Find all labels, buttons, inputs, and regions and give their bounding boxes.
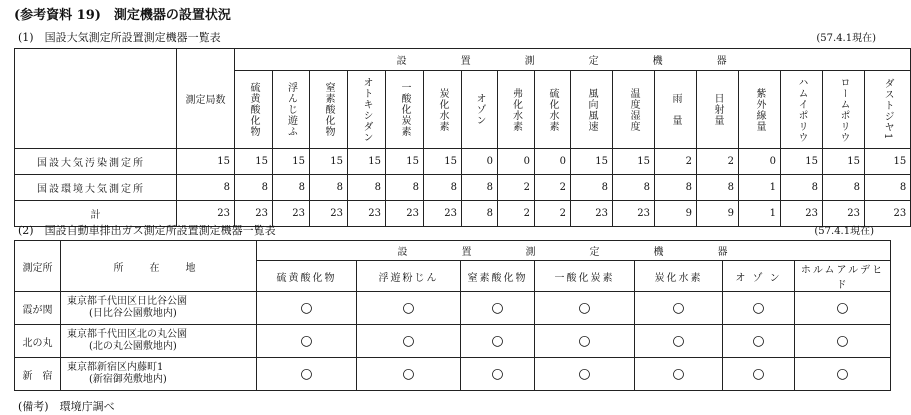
installed-mark: ○ (357, 325, 461, 358)
column-header-label: オゾン (474, 93, 485, 126)
installed-mark: ○ (257, 358, 357, 391)
table-cell: 15 (348, 149, 386, 175)
table-cell: 0 (498, 149, 535, 175)
table-cell: 23 (613, 201, 655, 227)
row-label: 国設環境大気測定所 (15, 175, 177, 201)
column-header (235, 71, 273, 149)
location-detail: (日比谷公園敷地内) (89, 308, 177, 319)
station-count: 8 (177, 175, 235, 201)
table-cell: 8 (613, 175, 655, 201)
column-header-label: 紫外線量 (754, 87, 765, 132)
column-header: 炭化水素 (635, 261, 723, 292)
column-header-label: 弗化水素 (510, 87, 522, 132)
group-header: 設 置 測 定 機 器 (235, 49, 911, 71)
table-cell: 15 (424, 149, 462, 175)
installed-mark: ○ (635, 292, 723, 325)
table-cell: 15 (571, 149, 613, 175)
table-row (15, 325, 891, 358)
column-header-label: ロームポリウ (838, 76, 849, 143)
station-name: 北の丸 (15, 325, 61, 358)
column-header (697, 71, 739, 149)
installed-mark: ○ (795, 358, 891, 391)
location-address: 東京都千代田区日比谷公園 (67, 296, 187, 307)
table-row (15, 149, 911, 175)
column-header (310, 71, 348, 149)
page-title: (参考資料 19) 測定機器の設置状況 (14, 8, 231, 23)
installed-mark: ○ (723, 292, 795, 325)
table-cell: 15 (781, 149, 823, 175)
table-cell: 23 (823, 201, 865, 227)
location-address: 東京都新宿区内藤町1 (67, 362, 164, 373)
table-cell: 23 (386, 201, 424, 227)
location-detail: (新宿御苑敷地内) (89, 374, 167, 385)
table-cell: 23 (273, 201, 310, 227)
column-header: 窒素酸化物 (461, 261, 535, 292)
column-header-label: 日射量 (712, 93, 723, 126)
column-header-label: ダストジヤ1 (882, 78, 894, 141)
table-cell: 8 (823, 175, 865, 201)
installed-mark: ○ (535, 292, 635, 325)
table-cell: 8 (655, 175, 697, 201)
table-cell: 8 (781, 175, 823, 201)
table-cell: 23 (424, 201, 462, 227)
column-header-label: 一酸化炭素 (399, 82, 410, 137)
table-cell: 15 (386, 149, 424, 175)
table-cell: 23 (571, 201, 613, 227)
table-cell: 23 (235, 201, 273, 227)
column-header: ホルムアルデヒド (795, 261, 891, 292)
row-label: 国設大気汚染測定所 (15, 149, 177, 175)
table-cell: 8 (386, 175, 424, 201)
table-row (15, 358, 891, 391)
table-cell: 9 (697, 201, 739, 227)
installed-mark: ○ (461, 358, 535, 391)
table-cell: 23 (781, 201, 823, 227)
column-header (535, 71, 571, 149)
column-header (348, 71, 386, 149)
column-header (424, 71, 462, 149)
installed-mark: ○ (535, 358, 635, 391)
station-name: 新 宿 (15, 358, 61, 391)
station-count: 23 (177, 201, 235, 227)
table1-corner (15, 49, 177, 149)
station-name: 霞が関 (15, 292, 61, 325)
location-header: 所 在 地 (61, 241, 257, 292)
column-header-label: 風向風速 (586, 87, 597, 132)
table-cell: 15 (310, 149, 348, 175)
column-header (781, 71, 823, 149)
table-cell: 8 (235, 175, 273, 201)
table-cell: 8 (865, 175, 911, 201)
group-header-2: 設 置 測 定 機 器 (257, 241, 891, 261)
column-header-label: オトキシダン (361, 76, 372, 143)
column-header (823, 71, 865, 149)
column-header-label: 温度湿度 (628, 87, 639, 132)
location (61, 358, 257, 391)
table-cell: 1 (739, 201, 781, 227)
installed-mark: ○ (795, 292, 891, 325)
national-air-station-table (14, 48, 911, 227)
table-cell: 15 (865, 149, 911, 175)
installed-mark: ○ (357, 292, 461, 325)
column-header-label: 浮んじ遊ふ (285, 82, 297, 137)
station-count-header: 測定局数 (177, 49, 235, 149)
table-cell: 2 (535, 201, 571, 227)
table-cell: 2 (697, 149, 739, 175)
column-header (386, 71, 424, 149)
table-row (15, 292, 891, 325)
section1-date: (57.4.1現在) (816, 33, 876, 44)
column-header-label: 窒素酸化物 (323, 82, 334, 137)
column-header (571, 71, 613, 149)
location-detail: (北の丸公園敷地内) (89, 341, 177, 352)
table-cell: 2 (498, 201, 535, 227)
note: (備考) 環境庁調べ (18, 400, 115, 413)
installed-mark: ○ (723, 325, 795, 358)
column-header (462, 71, 498, 149)
installed-mark: ○ (257, 292, 357, 325)
table-cell: 8 (697, 175, 739, 201)
table-cell: 8 (462, 175, 498, 201)
table-cell: 8 (424, 175, 462, 201)
installed-mark: ○ (535, 325, 635, 358)
section2-heading: (2) 国設自動車排出ガス測定所設置測定機器一覧表 (18, 224, 276, 237)
column-header (739, 71, 781, 149)
installed-mark: ○ (795, 325, 891, 358)
table-cell: 2 (655, 149, 697, 175)
table-cell: 8 (462, 201, 498, 227)
table-cell: 8 (571, 175, 613, 201)
table-cell: 23 (865, 201, 911, 227)
column-header (655, 71, 697, 149)
table-cell: 8 (273, 175, 310, 201)
table-cell: 15 (613, 149, 655, 175)
table-cell: 2 (535, 175, 571, 201)
installed-mark: ○ (635, 358, 723, 391)
vehicle-exhaust-station-table (14, 240, 891, 391)
table-cell: 8 (310, 175, 348, 201)
column-header (865, 71, 911, 149)
table-cell: 2 (498, 175, 535, 201)
table-cell: 15 (273, 149, 310, 175)
installed-mark: ○ (257, 325, 357, 358)
column-header-label: 雨 量 (670, 93, 681, 126)
station-header: 測定所 (15, 241, 61, 292)
row-label: 計 (15, 201, 177, 227)
location (61, 292, 257, 325)
column-header (273, 71, 310, 149)
column-header-label: 硫化水素 (547, 87, 558, 132)
table-cell: 1 (739, 175, 781, 201)
table-cell: 15 (235, 149, 273, 175)
column-header-label: 炭化水素 (437, 87, 448, 132)
section2-date: (57.4.1現在) (814, 226, 874, 237)
column-header (613, 71, 655, 149)
column-header: 一酸化炭素 (535, 261, 635, 292)
installed-mark: ○ (723, 358, 795, 391)
table-cell: 8 (348, 175, 386, 201)
table-cell: 15 (823, 149, 865, 175)
column-header: オ ゾ ン (723, 261, 795, 292)
table-cell: 0 (462, 149, 498, 175)
location (61, 325, 257, 358)
installed-mark: ○ (461, 292, 535, 325)
table-cell: 23 (348, 201, 386, 227)
location-address: 東京都千代田区北の丸公園 (67, 329, 187, 340)
section1-heading: (1) 国設大気測定所設置測定機器一覧表 (18, 31, 221, 44)
table-row (15, 175, 911, 201)
installed-mark: ○ (461, 325, 535, 358)
column-header: 硫黄酸化物 (257, 261, 357, 292)
table-cell: 23 (310, 201, 348, 227)
column-header (498, 71, 535, 149)
table-cell: 0 (535, 149, 571, 175)
installed-mark: ○ (357, 358, 461, 391)
column-header-label: 硫黄酸化物 (248, 82, 259, 137)
column-header-label: ハムイポリウ (796, 76, 807, 143)
table-cell: 9 (655, 201, 697, 227)
column-header: 浮遊粉じん (357, 261, 461, 292)
station-count: 15 (177, 149, 235, 175)
table-cell: 0 (739, 149, 781, 175)
installed-mark: ○ (635, 325, 723, 358)
